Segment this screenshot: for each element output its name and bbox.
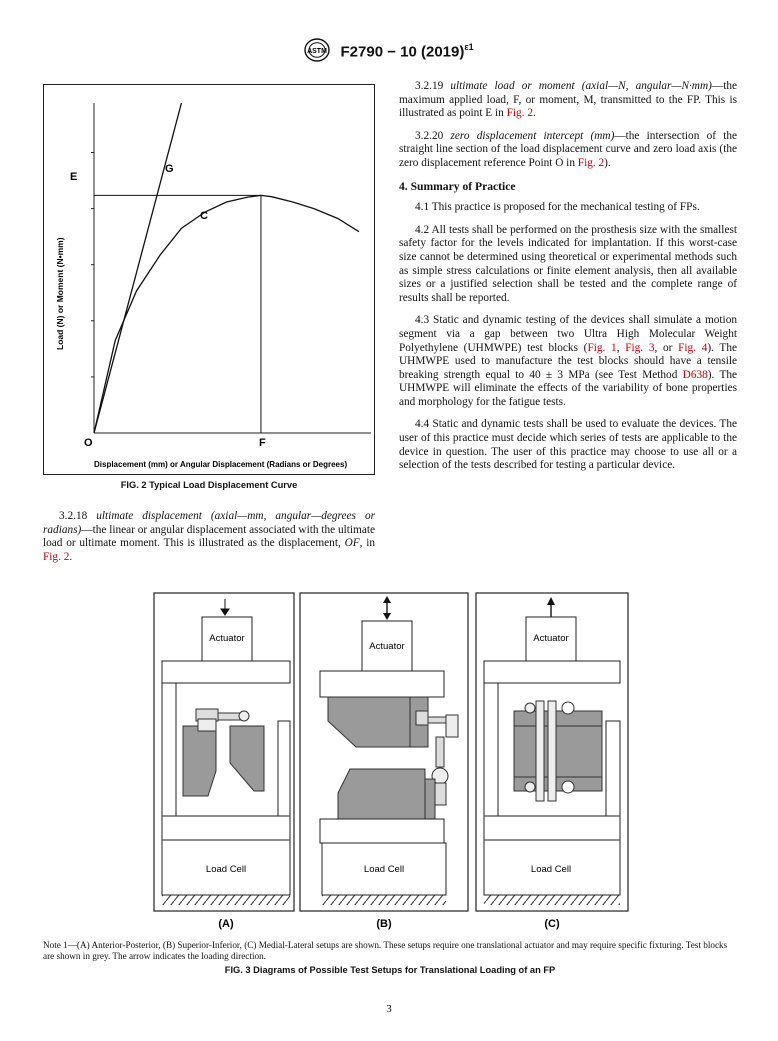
arrow-up-icon bbox=[547, 597, 555, 605]
fig2-label-f: F bbox=[259, 437, 266, 449]
para-number: 3.2.19 bbox=[415, 80, 444, 92]
term: ultimate displacement (axial—mm, angular—degrees or radians) bbox=[43, 510, 375, 536]
document-title: F2790 − 10 (2019) bbox=[340, 43, 465, 61]
para-4-4: 4.4 Static and dynamic tests shall be used to evaluate the devices. The user of this practice must decide which series of tests are applicable to the device in question. The user of this practice may choose to use all or a selection of the tests described for testing a particular device. bbox=[399, 418, 737, 472]
para-text: 4.3 Static and dynamic testing of the devices shall simulate a motion segment via a gap between two Ultra High Molecular Weight Polyethylene (UHMWPE) test blocks ( bbox=[399, 314, 737, 354]
setup-c-label: (C) bbox=[544, 918, 560, 930]
fig2-linear-line bbox=[94, 103, 181, 433]
section-heading-4: 4. Summary of Practice bbox=[399, 179, 516, 193]
para-3-2-19: 3.2.19 ultimate load or moment (axial—N, angular—N·mm)—the maximum applied load, F, or moment, M, transmitted to the FP. This is illustrated as point E in Fig. 2. bbox=[399, 80, 737, 120]
para-4-3: 4.3 Static and dynamic testing of the devices shall simulate a motion segment via a gap between two Ultra High Molecular Weight Polyethylene (UHMWPE) test blocks (Fig. 1, Fig. 3, or Fig. 4). The UHMWPE used to manufacture the test blocks should have a tensile breaking strength equal to 40 ± 3 MPa (see Test Method D638). The UHMWPE will eliminate the effects of the variability of bone properties and morphology for the fatigue tests. bbox=[399, 314, 738, 408]
left-column bbox=[43, 510, 375, 573]
term: zero displacement intercept (mm) bbox=[450, 129, 615, 142]
setup-a bbox=[154, 593, 294, 930]
para-text: —the intersection of the straight line section of the load displacement curve and zero load axis (the zero displacement reference Point O in bbox=[399, 129, 738, 169]
setup-b bbox=[300, 593, 468, 930]
para-3-2-20 bbox=[399, 130, 737, 171]
fig2-label-o: O bbox=[84, 437, 93, 449]
fig4-link[interactable]: Fig. 4 bbox=[678, 341, 708, 354]
actuator-label: Actuator bbox=[533, 633, 569, 644]
fig2-caption: FIG. 2 Typical Load Displacement Curve bbox=[120, 480, 298, 490]
para-3-2-18 bbox=[43, 510, 375, 564]
fig2-link[interactable]: Fig. 2 bbox=[577, 156, 605, 169]
fig2-label-e: E bbox=[70, 171, 78, 183]
para-text: —the linear or angular displacement associated with the ultimate load or ultimate moment. This is illustrated as the displacement, bbox=[43, 523, 375, 550]
fig3-caption: FIG. 3 Diagrams of Possible Test Setups for Translational Loading of an FP bbox=[224, 965, 556, 975]
fig2-chart bbox=[44, 85, 374, 474]
setup-a-label: (A) bbox=[218, 918, 234, 930]
para-text: ). The UHMWPE used to manufacture the test blocks should have a tensile breaking strength equal to 40 ± 3 MPa (see Test Method bbox=[399, 341, 737, 381]
term: ultimate load or moment (axial—N, angular—N·mm) bbox=[450, 80, 712, 92]
fig1-link[interactable]: Fig. 1 bbox=[587, 341, 617, 354]
of-term: OF bbox=[344, 537, 360, 550]
d638-link[interactable]: D638 bbox=[682, 368, 708, 381]
fig2-link[interactable]: Fig. 2 bbox=[43, 550, 70, 563]
fig2-ylabel: Load (N) or Moment (N•mm) bbox=[55, 237, 65, 350]
arrow-up-icon bbox=[383, 596, 391, 603]
fig2-label-g: G bbox=[165, 163, 174, 175]
fig2-label-c: C bbox=[200, 210, 208, 222]
fig2-xlabel: Displacement (mm) or Angular Displacement (Radians or Degrees) bbox=[94, 460, 348, 469]
setup-b-label: (B) bbox=[376, 918, 392, 930]
fig2-link[interactable]: Fig. 2 bbox=[506, 107, 533, 120]
para-number: 3.2.18 bbox=[59, 510, 88, 522]
para-4-1: 4.1 This practice is proposed for the mechanical testing of FPs. bbox=[415, 201, 700, 214]
fig3-note: Note 1—(A) Anterior-Posterior, (B) Superior-Inferior, (C) Medial-Lateral setups are shown. These setups require one translational actuator and may require specific fixturing. Test blocks are shown in grey. The arrow indicates the loading direction. bbox=[43, 940, 728, 961]
page-number: 3 bbox=[386, 1003, 392, 1015]
fig2-load-curve bbox=[94, 195, 359, 433]
actuator-label: Actuator bbox=[369, 641, 405, 652]
para-text: ). bbox=[604, 156, 611, 169]
para-text: —the maximum applied load, F, or moment, M, transmitted to the FP. This is illustrated as point E in bbox=[399, 80, 737, 120]
para-text: ). The UHMWPE will eliminate the effects of the variability of bone properties and morphology for the fatigue tests. bbox=[399, 368, 738, 408]
svg-text:ASTM: ASTM bbox=[307, 48, 328, 55]
para-4-2: 4.2 All tests shall be performed on the prosthesis size with the smallest safety factor for the levels indicated for implantation. If this worst-case size cannot be determined using theoretical or experimental methods such as simple stress calculations or finite element analysis, then all available sizes or a justified selection shall be tested and the complete range of results shall be reported. bbox=[399, 223, 737, 304]
arrow-down-icon bbox=[221, 599, 229, 615]
fig2-frame bbox=[43, 84, 375, 475]
para-text: , in bbox=[359, 537, 376, 550]
right-column bbox=[399, 80, 737, 482]
setup-c bbox=[476, 593, 628, 930]
arrow-down-icon bbox=[383, 613, 391, 620]
fig3-diagrams bbox=[150, 591, 632, 935]
fig3-link[interactable]: Fig. 3 bbox=[625, 341, 655, 354]
para-text: . bbox=[69, 550, 73, 563]
actuator-label: Actuator bbox=[209, 633, 245, 644]
para-number: 3.2.20 bbox=[415, 129, 444, 142]
load-cell-label: Load Cell bbox=[205, 864, 247, 875]
load-cell-label: Load Cell bbox=[363, 864, 405, 875]
load-cell-label: Load Cell bbox=[530, 864, 572, 875]
title-superscript: ε1 bbox=[464, 41, 474, 52]
page-header bbox=[0, 38, 778, 66]
astm-logo bbox=[304, 38, 330, 66]
